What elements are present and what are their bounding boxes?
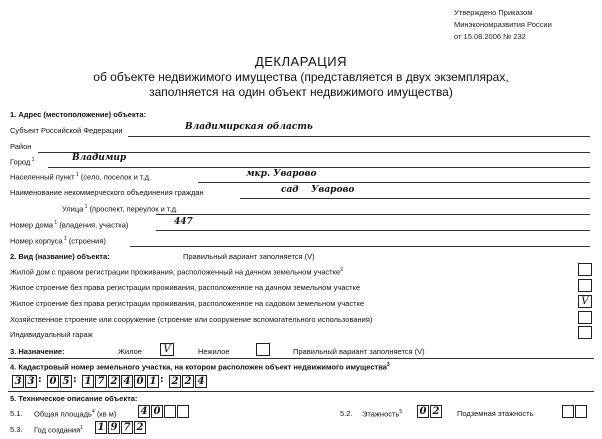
- area-digit-cell[interactable]: 0: [151, 405, 163, 418]
- house-value[interactable]: 447: [174, 217, 193, 227]
- cadastral-digit-cell[interactable]: 1: [147, 375, 159, 388]
- declaration-subtitle-2: заполняется на один объект недвижимого имущества): [149, 85, 453, 99]
- cadastral-digit-cell[interactable]: 0: [47, 375, 59, 388]
- section-2-note: Правильный вариант заполняется (V): [183, 252, 315, 261]
- section-1-heading: 1. Адрес (местоположение) объекта:: [10, 110, 147, 119]
- area-label: Общая площадь$^4$ (кв м): [34, 409, 117, 419]
- block-label: Номер корпуса $^1$ (строения): [10, 236, 106, 246]
- cadastral-digit-cell[interactable]: 3: [12, 375, 24, 388]
- area-digit-cell[interactable]: 4: [138, 405, 150, 418]
- floors-label: Этажность$^5$: [362, 409, 403, 419]
- house-underline: [156, 230, 590, 231]
- object-type-option-5: Индивидуальный гараж: [10, 330, 93, 339]
- association-label: Наименование некоммерческого объединения граждан: [10, 188, 204, 197]
- approval-line-3: от 15.08.2006 № 232: [454, 32, 526, 41]
- section-divider-1: [8, 358, 594, 359]
- year-digit-cell[interactable]: 1: [95, 421, 107, 434]
- block-underline[interactable]: [130, 246, 590, 247]
- object-type-option-2: Жилое строение без права регистрации проживания, расположенное на дачном земельном участке: [10, 283, 361, 292]
- approval-line-1: Утверждено Приказом: [454, 8, 533, 17]
- house-label: Номер дома $^1$ (владения, участка): [10, 220, 129, 230]
- object-type-option-4: Хозяйственное строение или сооружение (строение или сооружение вспомогательного использования): [10, 315, 373, 324]
- cadastral-digit-cell[interactable]: 2: [169, 375, 181, 388]
- cadastral-digit-cell[interactable]: 4: [195, 375, 207, 388]
- area-digit-cell[interactable]: [164, 405, 176, 418]
- cadastral-digit-cell[interactable]: 3: [25, 375, 37, 388]
- year-number: 5.3.: [10, 425, 23, 434]
- declaration-title: ДЕКЛАРАЦИЯ: [254, 54, 348, 69]
- section-2-heading: 2. Вид (название) объекта:: [10, 252, 110, 261]
- settlement-underline: [198, 182, 590, 183]
- object-type-checkbox-2[interactable]: [578, 279, 592, 292]
- object-type-option-3: Жилое строение без права регистрации проживания, расположенное на садовом земельном участке: [10, 299, 365, 308]
- declaration-subtitle-1: об объекте недвижимого имущества (представляется в двух экземплярах,: [93, 70, 509, 84]
- object-type-checkbox-5[interactable]: [578, 326, 592, 339]
- area-number: 5.1.: [10, 409, 23, 418]
- cadastral-digit-cell[interactable]: 1: [82, 375, 94, 388]
- cadastral-digit-separator: :: [38, 374, 42, 385]
- underground-digit-cell[interactable]: [562, 405, 574, 418]
- floors-digit-cell[interactable]: 0: [417, 405, 429, 418]
- cadastral-digit-cell[interactable]: 0: [134, 375, 146, 388]
- year-digit-cell[interactable]: 2: [134, 421, 146, 434]
- cadastral-digit-separator: :: [160, 374, 164, 385]
- section-3-note: Правильный вариант заполняется (V): [293, 347, 425, 356]
- subject-label: Субъект Российской Федерации: [10, 126, 123, 135]
- underground-label: Подземная этажность: [457, 409, 534, 418]
- year-digit-cell[interactable]: 9: [108, 421, 120, 434]
- subject-value[interactable]: Владимирская область: [185, 122, 313, 132]
- association-underline: [240, 198, 590, 199]
- underground-digit-cell[interactable]: [575, 405, 587, 418]
- cadastral-digit-cell[interactable]: 2: [182, 375, 194, 388]
- section-divider-2: [8, 391, 594, 392]
- object-type-checkbox-1[interactable]: [578, 263, 592, 276]
- year-digit-cell[interactable]: 7: [121, 421, 133, 434]
- cadastral-digit-cell[interactable]: 5: [60, 375, 72, 388]
- cadastral-digit-separator: :: [73, 374, 77, 385]
- floors-number: 5.2.: [340, 409, 353, 418]
- residential-label: Жилое: [118, 347, 142, 356]
- year-label: Год создания$^1$: [34, 425, 83, 435]
- section-5-heading: 5. Техническое описание объекта:: [10, 394, 138, 403]
- approval-line-2: Минэкономразвития России: [454, 20, 552, 29]
- section-3-heading: 3. Назначение:: [10, 347, 65, 356]
- section-4-heading: 4. Кадастровый номер земельного участка, на котором расположен объект недвижимого имущества$^3$: [10, 362, 390, 372]
- street-label: Улица $^1$ (проспект, переулок и т.д.: [62, 204, 179, 214]
- cadastral-digit-cell[interactable]: 2: [108, 375, 120, 388]
- subject-underline: [128, 136, 590, 137]
- cadastral-digit-cell[interactable]: 4: [121, 375, 133, 388]
- settlement-value[interactable]: мкр. Уварово: [246, 169, 317, 179]
- approval-block: [454, 7, 552, 43]
- city-label: Город $^1$: [10, 157, 35, 167]
- area-digit-cell[interactable]: [177, 405, 189, 418]
- object-type-checkbox-4[interactable]: [578, 311, 592, 324]
- association-value[interactable]: сад Уварово: [281, 185, 355, 195]
- district-label: Район: [10, 142, 32, 151]
- cadastral-digit-cell[interactable]: 7: [95, 375, 107, 388]
- city-value[interactable]: Владимир: [72, 153, 127, 163]
- floors-digit-cell[interactable]: 2: [430, 405, 442, 418]
- object-type-checkbox-3[interactable]: V: [578, 295, 592, 308]
- street-underline[interactable]: [156, 214, 590, 215]
- object-type-option-1: Жилой дом с правом регистрации проживания, расположенный на дачном земельном участке$^2$: [10, 267, 343, 277]
- city-underline: [48, 167, 590, 168]
- settlement-label: Населенный пункт $^1$ (село, поселок и т.д.: [10, 172, 152, 182]
- nonresidential-label: Нежилое: [198, 347, 230, 356]
- residential-checkbox[interactable]: V: [160, 343, 174, 356]
- nonresidential-checkbox[interactable]: [256, 343, 270, 356]
